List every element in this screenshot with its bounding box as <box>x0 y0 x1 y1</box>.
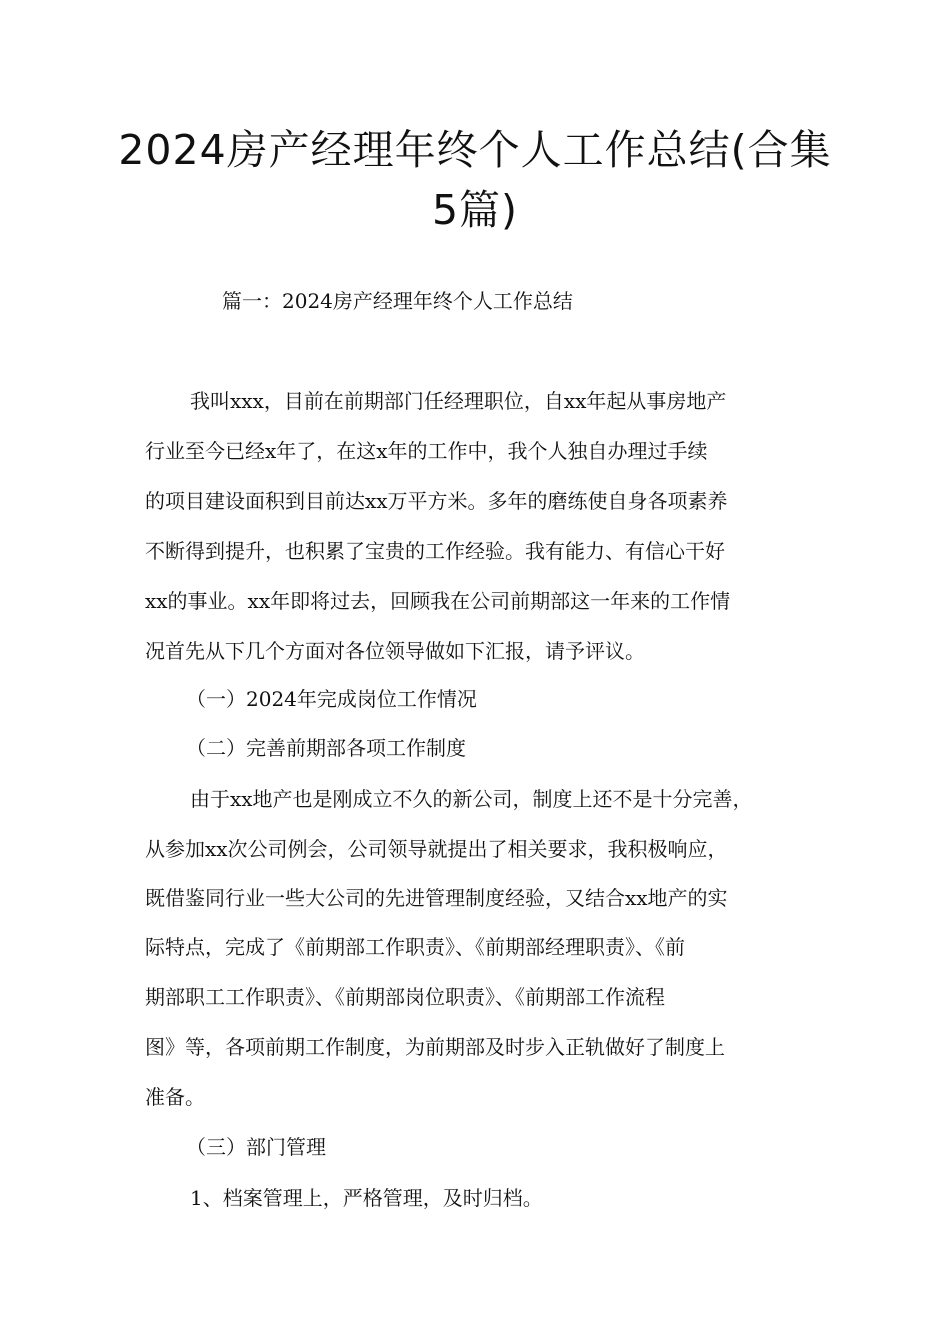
paragraph-line: 的项目建设面积到目前达xx万平方米。多年的磨练使自身各项素养 <box>145 489 728 513</box>
subsection-heading: （一）2024年完成岗位工作情况 <box>186 687 477 711</box>
paragraph-line: 图》等，各项前期工作制度，为前期部及时步入正轨做好了制度上 <box>145 1035 725 1059</box>
paragraph-line: 我叫xxx，目前在前期部门任经理职位，自xx年起从事房地产 <box>190 389 727 413</box>
section-heading: 篇一：2024房产经理年终个人工作总结 <box>222 289 573 313</box>
paragraph-line: 况首先从下几个方面对各位领导做如下汇报，请予评议。 <box>145 639 645 663</box>
paragraph-line: 既借鉴同行业一些大公司的先进管理制度经验，又结合xx地产的实 <box>145 886 728 910</box>
subsection-heading: （三）部门管理 <box>186 1135 326 1159</box>
subsection-heading: （二）完善前期部各项工作制度 <box>186 736 466 760</box>
paragraph-line: 从参加xx次公司例会，公司领导就提出了相关要求，我积极响应， <box>145 837 728 861</box>
title-line-2: 5篇) <box>431 186 519 234</box>
title-line-1: 2024房产经理年终个人工作总结(合集 <box>118 126 832 174</box>
paragraph-line: 期部职工工作职责》、《前期部岗位职责》、《前期部工作流程 <box>145 985 665 1009</box>
paragraph-line: 1、档案管理上，严格管理，及时归档。 <box>190 1186 543 1210</box>
document-title <box>0 120 950 240</box>
paragraph-line: 准备。 <box>145 1085 205 1109</box>
paragraph-line: xx的事业。xx年即将过去，回顾我在公司前期部这一年来的工作情 <box>145 589 731 613</box>
paragraph-line: 由于xx地产也是刚成立不久的新公司，制度上还不是十分完善， <box>190 787 753 811</box>
paragraph-line: 际特点，完成了《前期部工作职责》、《前期部经理职责》、《前 <box>145 935 685 959</box>
paragraph-line: 不断得到提升，也积累了宝贵的工作经验。我有能力、有信心干好 <box>145 539 725 563</box>
paragraph-line: 行业至今已经x年了，在这x年的工作中，我个人独自办理过手续 <box>145 439 708 463</box>
